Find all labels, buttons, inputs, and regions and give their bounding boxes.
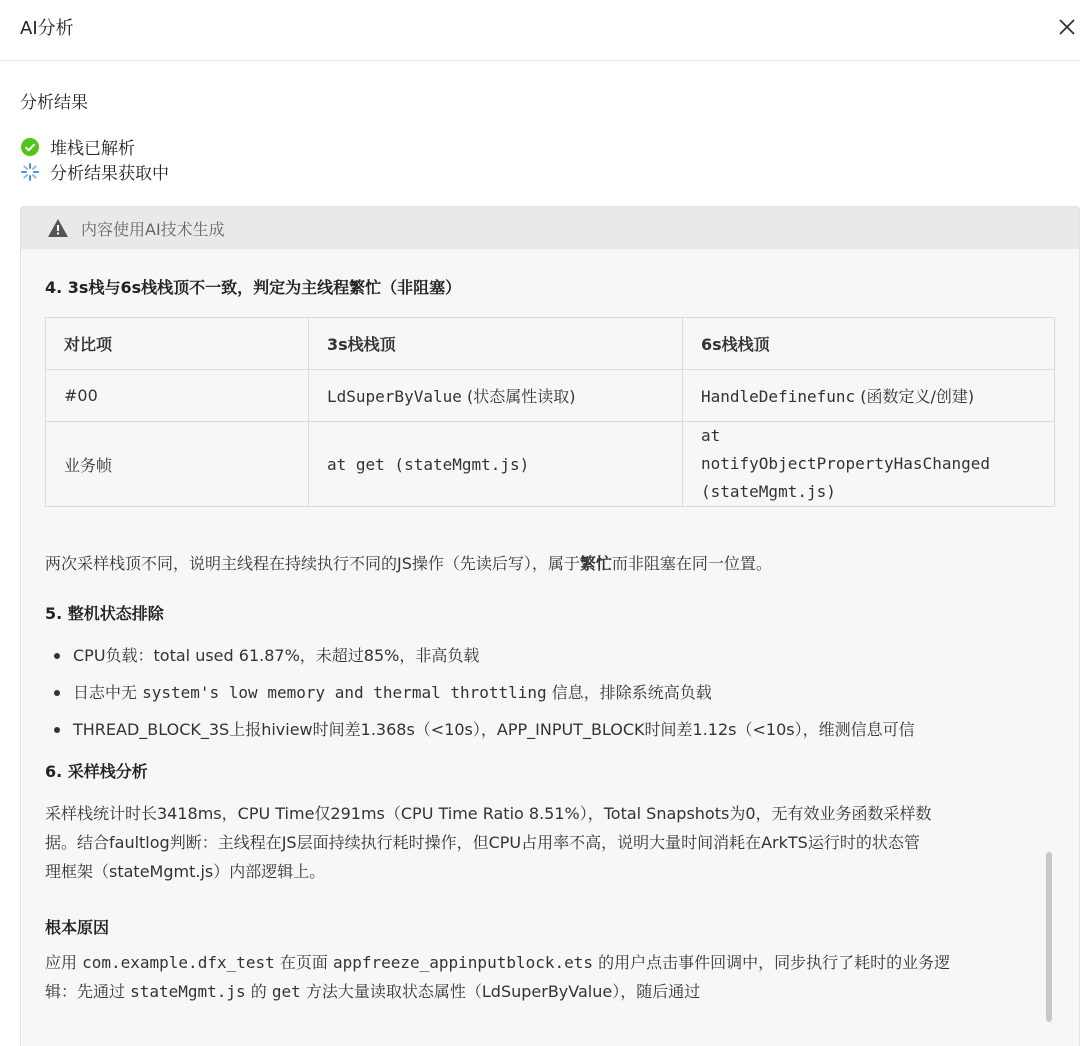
code-text: system's low memory and thermal throttling — [142, 683, 547, 702]
text: 的 — [245, 982, 272, 1001]
root-cause-paragraph — [45, 948, 1050, 1006]
item-text: 日志中无 — [73, 683, 143, 702]
summary-text: 而非阻塞在同一位置。 — [611, 554, 772, 573]
item-text: 信息，排除系统高负载 — [546, 683, 712, 702]
list-item: CPU负载：total used 61.87%，未超过85%，非高负载 — [45, 637, 1055, 674]
dialog-title: AI分析 — [20, 18, 74, 39]
code-text: com.example.dfx_test — [82, 953, 275, 972]
code-line: at — [701, 426, 721, 445]
code-line: (stateMgmt.js) — [701, 482, 836, 501]
table-cell: at get (stateMgmt.js) — [309, 422, 683, 507]
paragraph-line — [45, 977, 1050, 1006]
status-text: 堆栈已解析 — [50, 139, 135, 159]
text: 应用 — [45, 953, 83, 972]
table-header: 对比项 — [46, 318, 309, 370]
section4-summary — [45, 549, 1050, 578]
code-text: appfreeze_appinputblock.ets — [332, 953, 594, 972]
status-stack-parsed — [20, 134, 135, 159]
code-line: notifyObjectPropertyHasChanged — [701, 454, 990, 473]
section6-paragraph — [45, 799, 1050, 886]
loading-spinner-icon — [20, 162, 40, 182]
section4-heading: 4. 3s栈与6s栈栈顶不一致，判定为主线程繁忙（非阻塞） — [45, 278, 462, 297]
table-header: 6s栈栈顶 — [683, 318, 1055, 370]
table-cell: #00 — [46, 370, 309, 422]
check-circle-icon — [20, 137, 40, 157]
paragraph-line: 据。结合faultlog判断：主线程在JS层面持续执行耗时操作，但CPU占用率不高，说明大量时间消耗在ArkTS运行时的状态管 — [45, 833, 920, 852]
paragraph-line — [45, 948, 1050, 977]
section5-list — [45, 637, 1055, 748]
code-text: LdSuperByValue — [327, 387, 462, 406]
scrollbar[interactable] — [1046, 852, 1052, 1022]
root-cause-heading: 根本原因 — [45, 918, 110, 937]
table-cell — [309, 370, 683, 422]
cell-text: (函数定义/创建) — [855, 387, 975, 406]
summary-text: 两次采样栈顶不同，说明主线程在持续执行不同的JS操作（先读后写），属于 — [45, 554, 580, 573]
table-header: 3s栈栈顶 — [309, 318, 683, 370]
table-cell: 业务帧 — [46, 422, 309, 507]
section5-heading: 5. 整机状态排除 — [45, 604, 164, 623]
table-row — [46, 370, 1055, 422]
status-text: 分析结果获取中 — [50, 164, 169, 184]
warning-icon — [47, 218, 69, 238]
cell-text: (状态属性读取) — [461, 387, 576, 406]
text: 的用户点击事件回调中，同步执行了耗时的业务逻 — [593, 953, 951, 972]
result-title: 分析结果 — [20, 93, 88, 113]
paragraph-line: 理框架（stateMgmt.js）内部逻辑上。 — [45, 862, 326, 881]
close-icon[interactable] — [1054, 14, 1080, 40]
table-cell — [683, 422, 1055, 507]
code-text: get — [271, 982, 301, 1001]
code-text: HandleDefinefunc — [701, 387, 856, 406]
notice-text: 内容使用AI技术生成 — [81, 219, 225, 239]
status-loading — [20, 159, 169, 184]
paragraph-line: 采样栈统计时长3418ms，CPU Time仅291ms（CPU Time Ratio 8.51%），Total Snapshots为0，无有效业务函数采样数 — [45, 804, 932, 823]
summary-bold: 繁忙 — [579, 554, 612, 573]
code-text: stateMgmt.js — [130, 982, 246, 1001]
list-item — [45, 674, 1055, 711]
table-row — [46, 422, 1055, 507]
table-cell — [683, 370, 1055, 422]
text: 辑：先通过 — [45, 982, 131, 1001]
stack-compare-table — [45, 317, 1055, 507]
ai-result-panel — [20, 206, 1080, 1046]
text: 方法大量读取状态属性（LdSuperByValue），随后通过 — [300, 982, 701, 1001]
text: 在页面 — [274, 953, 333, 972]
dialog-header — [0, 0, 1080, 61]
ai-notice — [21, 207, 1079, 249]
section6-heading: 6. 采样栈分析 — [45, 762, 148, 781]
list-item: THREAD_BLOCK_3S上报hiview时间差1.368s（<10s），APP_INPUT_BLOCK时间差1.12s（<10s），维测信息可信 — [45, 711, 1055, 748]
